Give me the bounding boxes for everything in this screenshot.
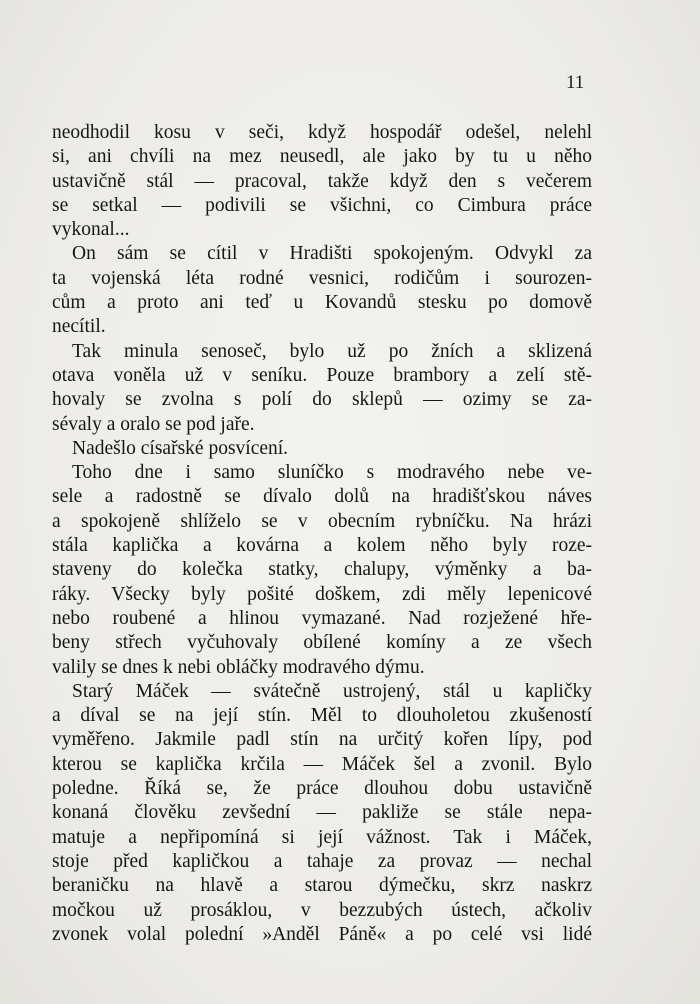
text-line: konaná člověku zevšední — pakliže se stále nepa- — [52, 802, 592, 824]
text-line: staveny do kolečka statky, chalupy, výměnky a ba- — [52, 559, 592, 581]
text-line: cům a proto ani teď u Kovandů stesku po domově — [52, 292, 592, 314]
text-line: Tak minula senoseč, bylo už po žních a sklizená — [72, 340, 592, 362]
text-line: Toho dne i samo sluníčko s modravého nebe ve- — [72, 462, 592, 484]
page-text — [52, 121, 592, 947]
text-line: neodhodil kosu v seči, když hospodář odešel, nelehl — [52, 122, 592, 143]
text-line: ta vojenská léta rodné vesnici, rodičům i sourozen- — [52, 267, 592, 289]
text-line: otava voněla už v seníku. Pouze brambory a zelí stě- — [52, 364, 592, 386]
text-line: močkou už prosáklou, v bezzubých ústech, ačkoliv — [52, 899, 592, 921]
text-line: zvonek volal polední »Anděl Páně« a po celé vsi lidé — [52, 923, 592, 945]
text-line: poledne. Říká se, že práce dlouhou dobu ustavičně — [52, 778, 592, 800]
text-line: On sám se cítil v Hradišti spokojeným. Odvykl za — [72, 243, 592, 265]
text-line: kterou se kaplička krčila — Máček šel a zvonil. Bylo — [52, 753, 592, 775]
text-line: vykonal... — [52, 219, 130, 241]
text-line: Nadešlo císařské posvícení. — [72, 437, 289, 459]
text-line: ráky. Všecky byly pošité doškem, zdi měly lepenicové — [52, 583, 592, 605]
text-line: se setkal — podivili se všichni, co Cimbura práce — [52, 194, 592, 216]
text-line: stoje před kapličkou a tahaje za provaz — nechal — [52, 850, 592, 872]
text-line: hovaly se zvolna s polí do sklepů — ozimy se za- — [52, 389, 592, 411]
text-line: nebo roubené a hlinou vymazané. Nad rozježené hře- — [52, 607, 592, 629]
text-line: matuje a nepřipomíná si její vážnost. Tak i Máček, — [52, 826, 592, 848]
text-line: Starý Máček — svátečně ustrojený, stál u kapličky — [72, 680, 592, 702]
text-line: a díval se na její stín. Měl to dlouholetou zkušeností — [52, 705, 592, 727]
text-line: sele a radostně se dívalo dolů na hradišťskou náves — [52, 486, 592, 508]
text-line: sévaly a oralo se pod jaře. — [52, 413, 255, 435]
text-line: valily se dnes k nebi obláčky modravého dýmu. — [52, 656, 425, 678]
text-line: beny střech vyčuhovaly obílené komíny a ze všech — [52, 632, 592, 654]
text-line: beraničku na hlavě a starou dýmečku, skrz naskrz — [52, 875, 592, 897]
text-line: necítil. — [52, 316, 106, 338]
text-line: vyměřeno. Jakmile padl stín na určitý kořen lípy, pod — [52, 729, 592, 751]
text-line: a spokojeně shlíželo se v obecním rybníčku. Na hrázi — [52, 510, 592, 532]
text-line: ustavičně stál — pracoval, takže když den s večerem — [52, 170, 592, 192]
text-line: stála kaplička a kovárna a kolem něho byly roze- — [52, 535, 592, 557]
text-line: si, ani chvíli na mez neusedl, ale jako by tu u něho — [52, 146, 592, 168]
page-number: 11 — [566, 72, 585, 93]
